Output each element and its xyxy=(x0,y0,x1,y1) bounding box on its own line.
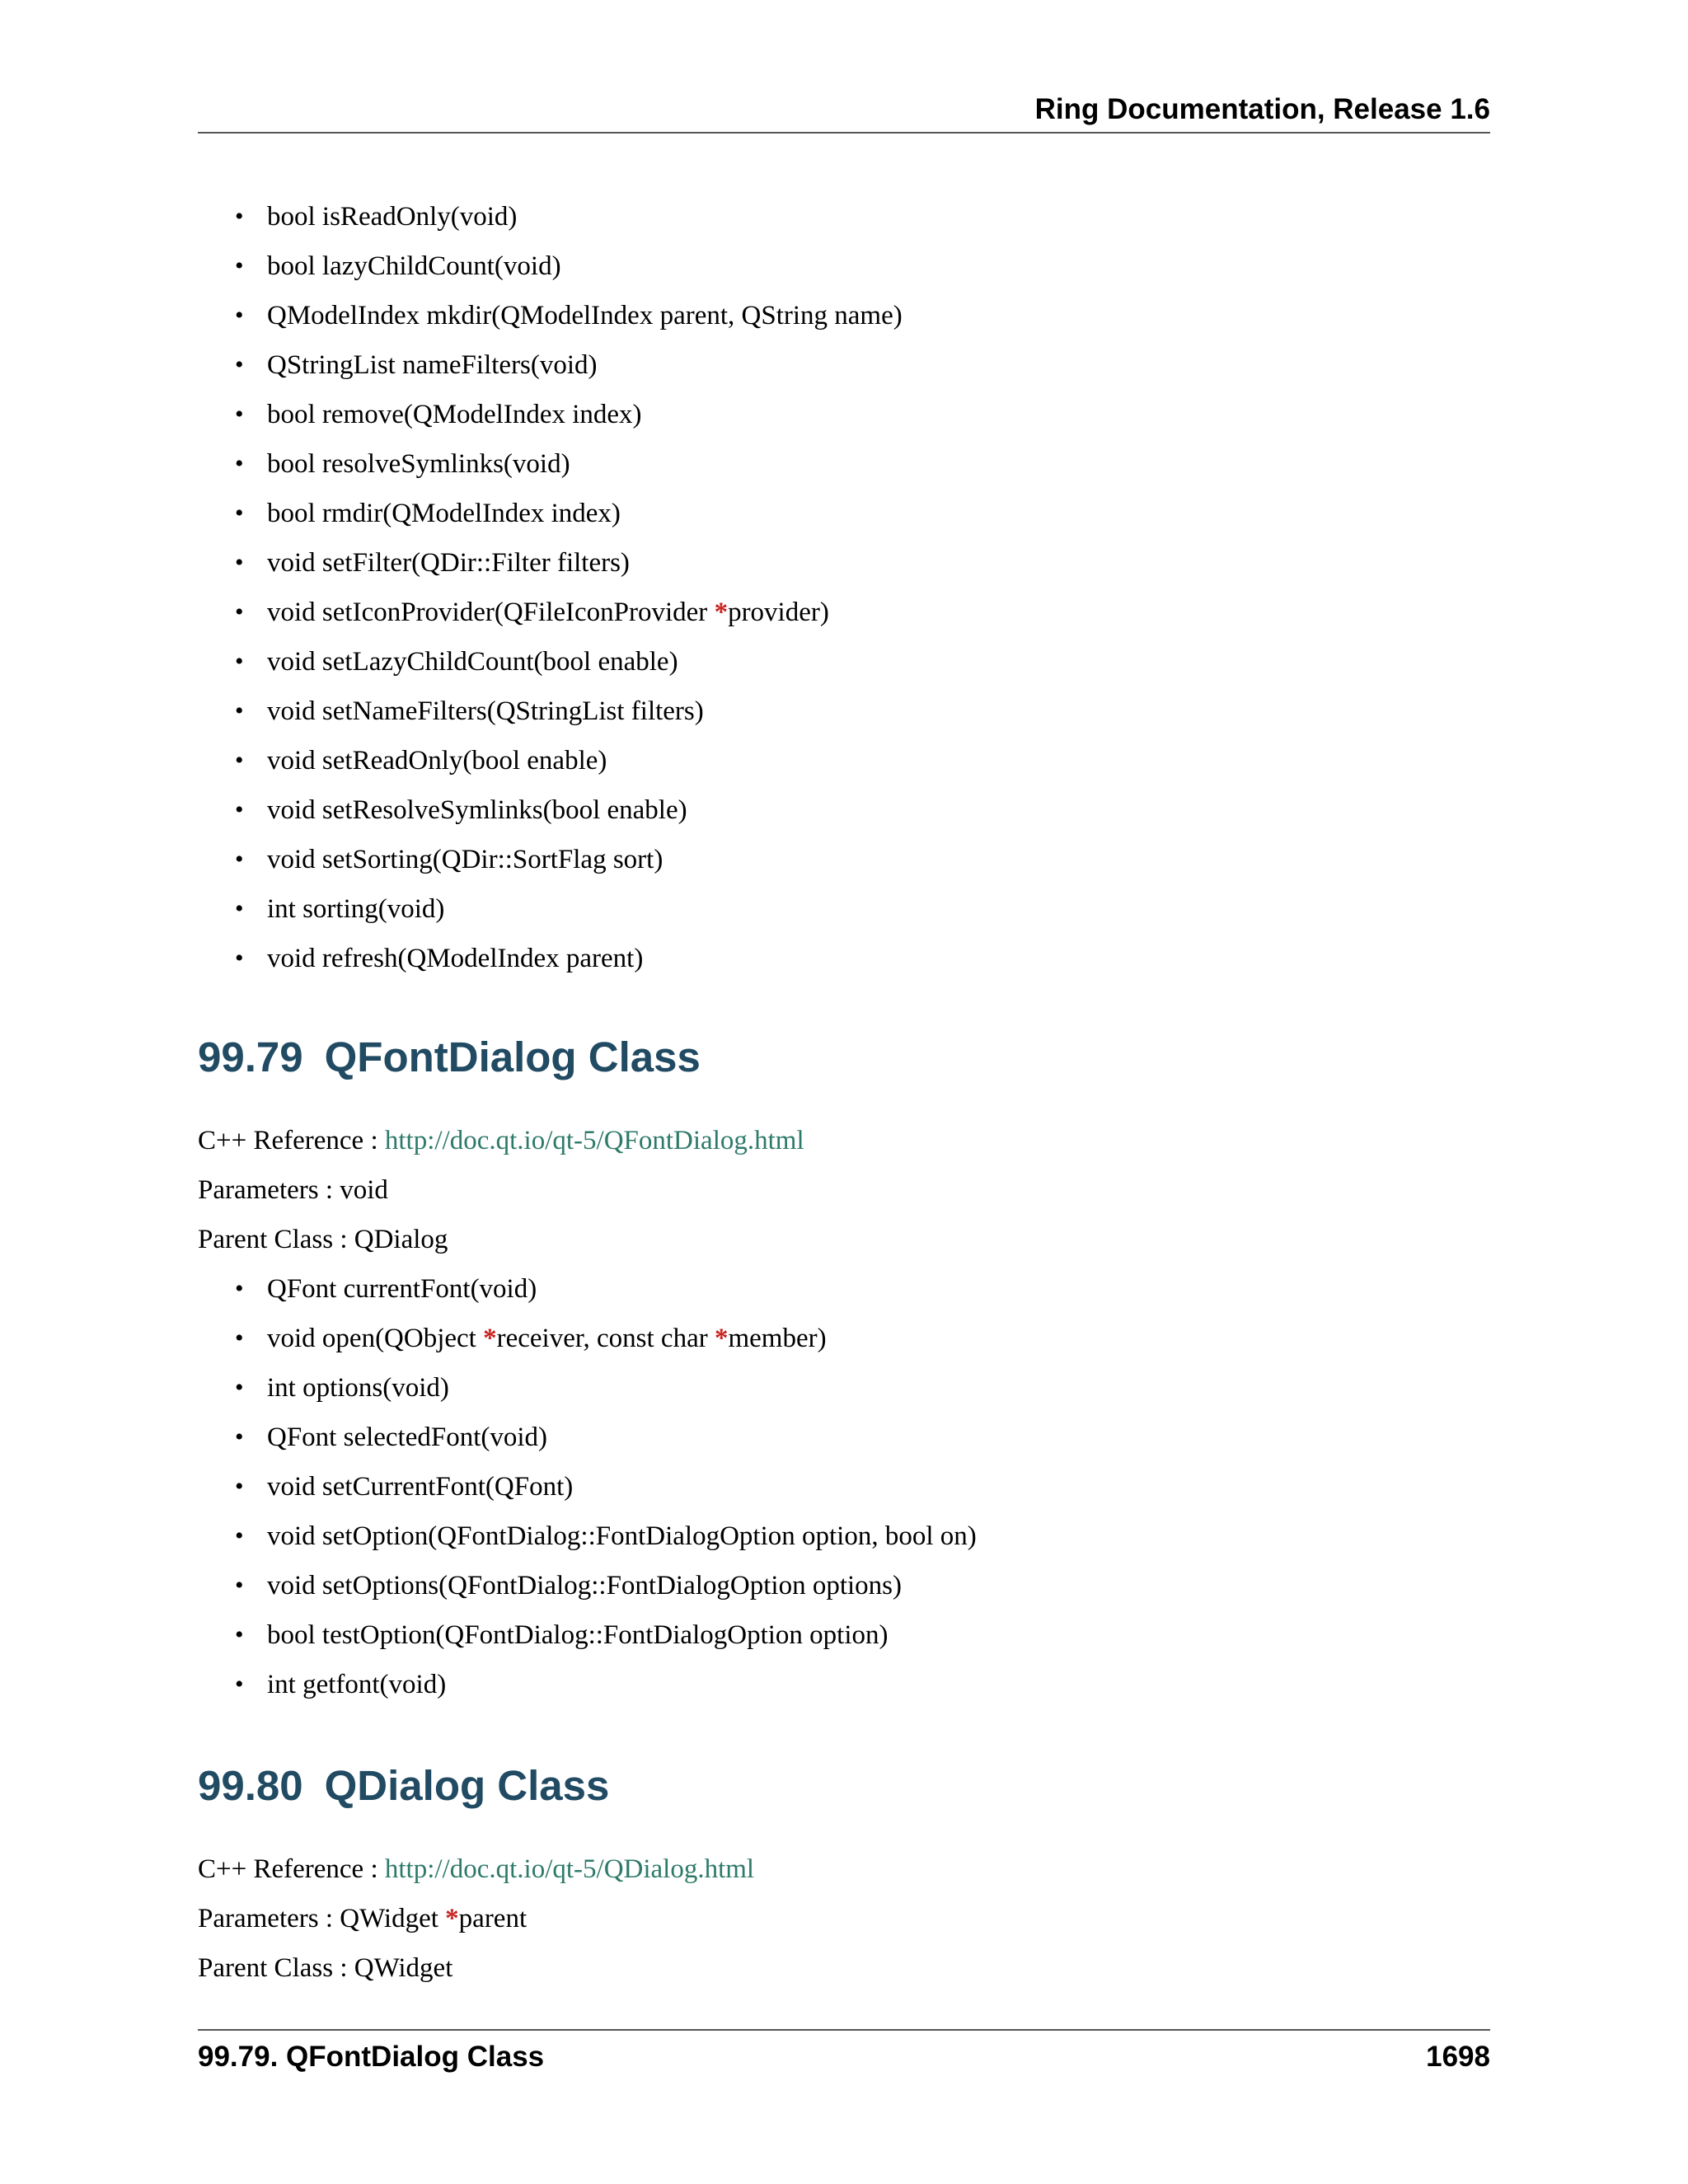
method-signature: QStringList nameFilters(void) xyxy=(267,350,598,380)
bullet-icon: • xyxy=(235,1473,244,1500)
method-signature: bool lazyChildCount(void) xyxy=(267,251,561,281)
cpp-reference-link[interactable]: http://doc.qt.io/qt-5/QFontDialog.html xyxy=(384,1126,804,1155)
pointer-asterisk: * xyxy=(714,598,729,627)
method-signature: bool testOption(QFontDialog::FontDialogOption option) xyxy=(267,1620,889,1650)
bullet-icon: • xyxy=(235,1423,244,1451)
signature-part: void setIconProvider(QFileIconProvider xyxy=(267,598,715,627)
cpp-reference xyxy=(198,1122,804,1159)
parameters-text: parent xyxy=(458,1904,528,1933)
bullet-icon: • xyxy=(235,1621,244,1648)
bullet-icon: • xyxy=(235,1522,244,1549)
method-signature: bool rmdir(QModelIndex index) xyxy=(267,499,621,528)
method-signature: void setLazyChildCount(bool enable) xyxy=(267,647,678,677)
bullet-icon: • xyxy=(235,648,244,675)
signature-part: provider) xyxy=(728,598,829,627)
bullet-icon: • xyxy=(235,1275,244,1302)
bullet-icon: • xyxy=(235,351,244,378)
method-signature: void setOptions(QFontDialog::FontDialogOption options) xyxy=(267,1571,903,1601)
parent-class: Parent Class : QDialog xyxy=(198,1225,448,1254)
method-signature: QFont currentFont(void) xyxy=(267,1274,537,1304)
method-signature: void setNameFilters(QStringList filters) xyxy=(267,696,704,726)
cpp-reference-link[interactable]: http://doc.qt.io/qt-5/QDialog.html xyxy=(384,1854,755,1884)
bullet-icon: • xyxy=(235,1671,244,1698)
method-signature: int options(void) xyxy=(267,1373,449,1403)
method-signature: int sorting(void) xyxy=(267,894,445,924)
bullet-icon: • xyxy=(235,203,244,230)
signature-part: member) xyxy=(728,1324,827,1353)
page-footer xyxy=(198,2029,1490,2080)
pointer-asterisk: * xyxy=(445,1904,459,1933)
method-signature: void setOption(QFontDialog::FontDialogOption option, bool on) xyxy=(267,1521,977,1551)
cpp-reference xyxy=(198,1851,754,1887)
bullet-icon: • xyxy=(235,499,244,527)
method-signature xyxy=(267,1320,827,1357)
section-title: QFontDialog Class xyxy=(324,1033,701,1080)
section-number: 99.79 xyxy=(198,1033,303,1080)
method-signature: bool remove(QModelIndex index) xyxy=(267,400,642,429)
method-signature: QFont selectedFont(void) xyxy=(267,1422,548,1452)
section-number: 99.80 xyxy=(198,1762,303,1809)
method-signature: void setFilter(QDir::Filter filters) xyxy=(267,548,630,578)
bullet-icon: • xyxy=(235,1374,244,1401)
pointer-asterisk: * xyxy=(483,1324,497,1353)
parameters-text: Parameters : QWidget xyxy=(198,1904,446,1933)
bullet-icon: • xyxy=(235,796,244,823)
section-heading-qdialog xyxy=(198,1761,609,1811)
bullet-icon: • xyxy=(235,1572,244,1599)
signature-part: receiver, const char xyxy=(496,1324,715,1353)
bullet-icon: • xyxy=(235,450,244,477)
bullet-icon: • xyxy=(235,549,244,576)
pointer-asterisk: * xyxy=(714,1324,729,1353)
page-header xyxy=(198,92,1490,134)
parameters xyxy=(198,1900,527,1937)
method-signature: void setReadOnly(bool enable) xyxy=(267,746,607,776)
signature-part: void open(QObject xyxy=(267,1324,484,1353)
bullet-icon: • xyxy=(235,747,244,774)
footer-section: 99.79. QFontDialog Class xyxy=(198,2041,545,2073)
method-signature: void refresh(QModelIndex parent) xyxy=(267,944,644,973)
bullet-icon: • xyxy=(235,895,244,922)
bullet-icon: • xyxy=(235,598,244,626)
method-signature: int getfont(void) xyxy=(267,1670,447,1699)
cpp-reference-label: C++ Reference : xyxy=(198,1126,385,1155)
bullet-icon: • xyxy=(235,1324,244,1352)
section-title: QDialog Class xyxy=(324,1762,610,1809)
bullet-icon: • xyxy=(235,944,244,972)
parent-class: Parent Class : QWidget xyxy=(198,1953,453,1983)
document-title: Ring Documentation, Release 1.6 xyxy=(1034,93,1490,125)
bullet-icon: • xyxy=(235,401,244,428)
method-signature: bool resolveSymlinks(void) xyxy=(267,449,570,479)
cpp-reference-label: C++ Reference : xyxy=(198,1854,385,1884)
method-signature: void setSorting(QDir::SortFlag sort) xyxy=(267,845,663,874)
section-heading-qfontdialog xyxy=(198,1033,701,1082)
method-signature: bool isReadOnly(void) xyxy=(267,202,518,232)
method-signature: void setCurrentFont(QFont) xyxy=(267,1472,574,1502)
page-number: 1698 xyxy=(1426,2041,1490,2073)
bullet-icon: • xyxy=(235,252,244,279)
method-signature: void setResolveSymlinks(bool enable) xyxy=(267,795,687,825)
parameters: Parameters : void xyxy=(198,1175,388,1205)
bullet-icon: • xyxy=(235,302,244,329)
method-signature xyxy=(267,594,829,630)
bullet-icon: • xyxy=(235,846,244,873)
bullet-icon: • xyxy=(235,697,244,724)
method-signature: QModelIndex mkdir(QModelIndex parent, QString name) xyxy=(267,301,903,330)
